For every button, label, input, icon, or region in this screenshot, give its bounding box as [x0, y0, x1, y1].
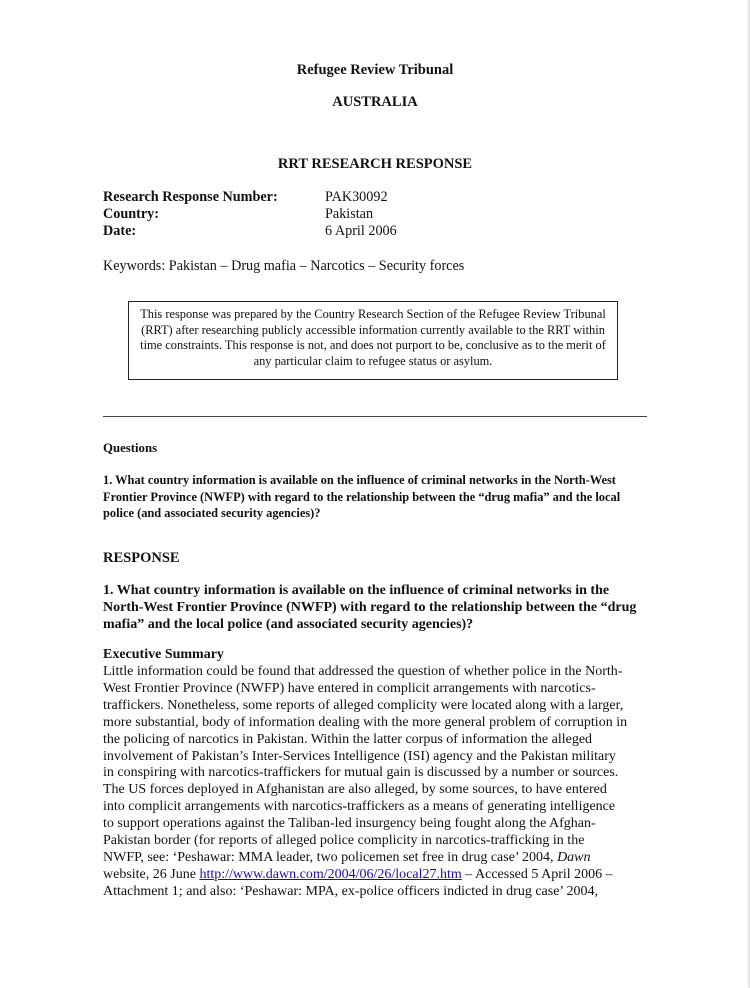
- body-line: West Frontier Province (NWFP) have entered in complicit arrangements with narcotics-: [103, 680, 596, 696]
- country-title: AUSTRALIA: [332, 94, 418, 110]
- body-line: in conspiring with narcotics-traffickers for mutual gain is discussed by a number or sources.: [103, 765, 619, 781]
- meta-value: 6 April 2006: [325, 223, 397, 239]
- keywords-line: Keywords: Pakistan – Drug mafia – Narcotics – Security forces: [103, 258, 465, 274]
- question-1: 1. What country information is available on the influence of criminal networks in the North-West Frontier Province (NWFP) with regard to the relationship between the “drug mafia” and the local police (and associated security agencies)?: [103, 473, 621, 520]
- body-line: the policing of narcotics in Pakistan. Within the latter corpus of information the alleged: [103, 731, 593, 747]
- body-line: involvement of Pakistan’s Inter-Services Intelligence (ISI) agency and the Pakistan military: [103, 748, 616, 764]
- citation-text: NWFP, see: ‘Peshawar: MMA leader, two policemen set free in drug case’ 2004,: [103, 849, 558, 865]
- meta-label: Date:: [103, 223, 137, 239]
- citation-text: – Accessed 5 April 2006 –: [461, 866, 613, 882]
- document-type-title: RRT RESEARCH RESPONSE: [277, 156, 473, 172]
- executive-summary-heading: Executive Summary: [103, 647, 224, 662]
- response-question-1: 1. What country information is available on the influence of criminal networks in the North-West Frontier Province (NWFP) with regard to the relationship between the “drug mafia” and the local police (and associated security agencies)?: [103, 583, 637, 632]
- citation-text: website, 26 June: [103, 866, 200, 882]
- body-line: to support operations against the Taliban-led insurgency being fought along the Afghan-: [103, 816, 596, 832]
- body-line: Attachment 1; and also: ‘Peshawar: MPA, ex-police officers indicted in drug case’ 2004,: [103, 883, 599, 899]
- source-name: Dawn: [557, 849, 591, 865]
- response-heading: RESPONSE: [103, 550, 180, 566]
- body-line: more substantial, body of information dealing with the more general problem of corruption in: [103, 714, 628, 730]
- body-line: traffickers. Nonetheless, some reports of alleged complicity were located along with a larger,: [103, 697, 624, 713]
- questions-heading: Questions: [103, 441, 158, 455]
- body-line: [103, 850, 653, 867]
- body-line: Little information could be found that addressed the question of whether police in the North-: [103, 664, 623, 679]
- meta-value: PAK30092: [325, 189, 388, 205]
- body-line: The US forces deployed in Afghanistan are also alleged, by some sources, to have entered: [103, 782, 607, 798]
- source-link[interactable]: http://www.dawn.com/2004/06/26/local27.htm: [199, 866, 462, 882]
- body-line: [103, 867, 653, 884]
- executive-summary-body: [103, 664, 653, 901]
- body-line: into complicit arrangements with narcotics-traffickers as a means of generating intelligence: [103, 799, 616, 815]
- body-line: Pakistan border (for reports of alleged police complicity in narcotics-trafficking in the: [103, 833, 585, 849]
- meta-value: Pakistan: [325, 206, 374, 222]
- meta-label: Country:: [103, 206, 159, 222]
- meta-label: Research Response Number:: [103, 189, 278, 205]
- tribunal-title: Refugee Review Tribunal: [296, 62, 454, 78]
- disclaimer-box: This response was prepared by the Country Research Section of the Refugee Review Tribunal (RRT) after researching publicly accessible information currently available to the RRT within time constraints. This response is not, and does not purport to be, conclusive as to the merit of any particular claim to refugee status or asylum.: [128, 301, 618, 380]
- section-divider: [103, 416, 647, 417]
